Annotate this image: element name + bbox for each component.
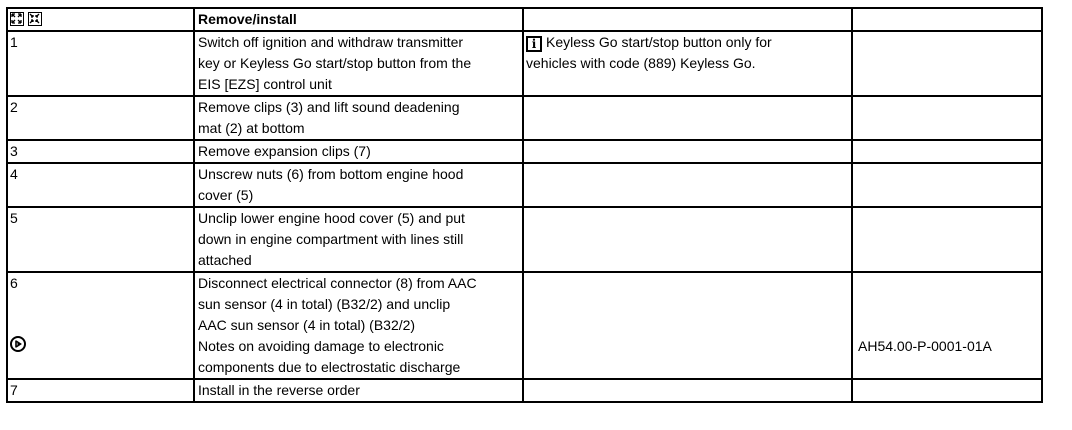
table-row [7,379,1042,402]
expand-icon[interactable] [10,12,24,26]
step-number: 7 [7,379,194,402]
step-note [523,207,852,272]
step-number: 4 [7,163,194,207]
table-row [7,96,1042,140]
step-note [523,379,852,402]
step-note [523,96,852,140]
step-note [523,140,852,163]
step-number: 2 [7,96,194,140]
table-row [7,31,1042,96]
header-title: Remove/install [194,8,523,31]
step-text: Install in the reverse order [194,379,523,402]
step-ref [852,163,1042,207]
document-reference[interactable]: AH54.00-P-0001-01A [858,338,992,354]
table-row [7,140,1042,163]
step-text: Unclip lower engine hood cover (5) and put down in engine compartment with lines still attached [194,207,523,272]
info-icon: i [526,36,542,52]
esd-notes-link[interactable]: Notes on avoiding damage to electronic [198,338,444,354]
step-ref [852,140,1042,163]
step-ref [852,272,1042,379]
header-empty-3 [523,8,852,31]
step-note [523,163,852,207]
table-row [7,272,1042,379]
step-ref [852,31,1042,96]
step-text: Remove clips (3) and lift sound deadening mat (2) at bottom [194,96,523,140]
step-text: Disconnect electrical connector (8) from AAC sun sensor (4 in total) (B32/2) and unclip AAC sun sensor (4 in total) (B32/2) Notes on avoiding damage to electronic components due to electrostatic discharge [194,272,523,379]
step-ref [852,207,1042,272]
header-row [7,8,1042,31]
header-icons-cell [7,8,194,31]
step-number: 3 [7,140,194,163]
step-text: Unscrew nuts (6) from bottom engine hood cover (5) [194,163,523,207]
step-number: 6 [7,272,194,379]
step-note: i Keyless Go start/stop button only for vehicles with code (889) Keyless Go. [523,31,852,96]
table-row [7,163,1042,207]
header-empty-4 [852,8,1042,31]
step-text: Remove expansion clips (7) [194,140,523,163]
step-text: Switch off ignition and withdraw transmitter key or Keyless Go start/stop button from the EIS [EZS] control unit [194,31,523,96]
step-note [523,272,852,379]
step-ref [852,96,1042,140]
step-number: 5 [7,207,194,272]
esd-warning-icon[interactable] [10,336,26,352]
procedure-table [6,7,1043,403]
step-number: 1 [7,31,194,96]
step-ref [852,379,1042,402]
table-row [7,207,1042,272]
collapse-icon[interactable] [28,12,42,26]
